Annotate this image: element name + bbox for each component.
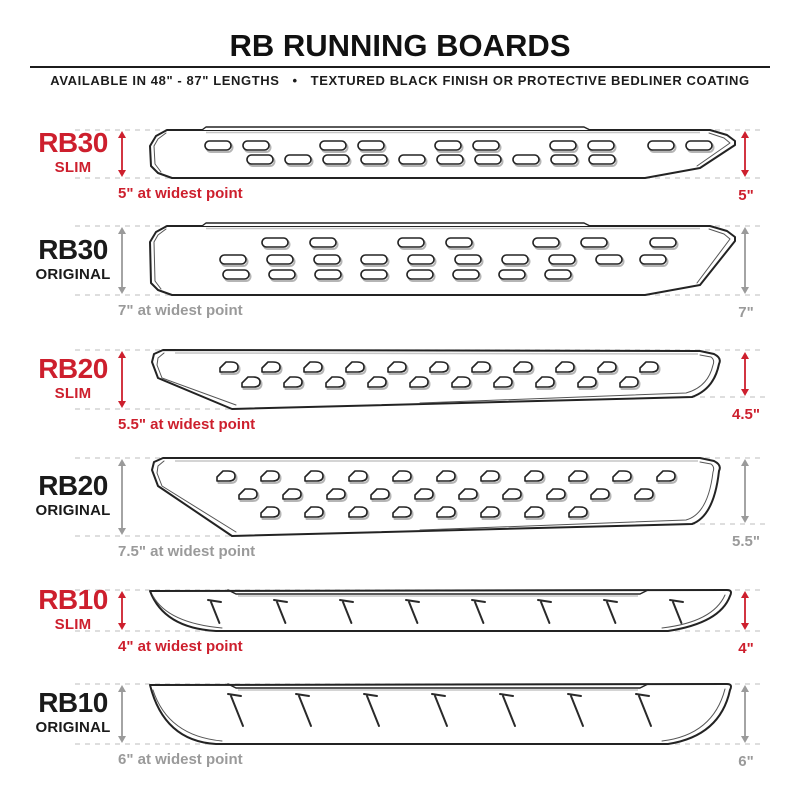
subtitle-right: TEXTURED BLACK FINISH OR PROTECTIVE BEDLINER COATING: [310, 73, 750, 88]
board-height-measurement: 7": [738, 304, 754, 321]
board-model-label: RB30: [38, 127, 108, 158]
board-model-label: RB10: [38, 687, 108, 718]
subtitle-bullet: •: [292, 73, 298, 88]
board-height-measurement: 4": [738, 640, 754, 657]
board-model-label: RB20: [38, 353, 108, 384]
board-width-measurement: 7" at widest point: [118, 302, 243, 319]
board-width-measurement: 6" at widest point: [118, 751, 243, 768]
board-variant-label: ORIGINAL: [35, 719, 111, 736]
board-variant-label: SLIM: [54, 385, 92, 402]
board-label-block: [23, 236, 123, 282]
page-title: RB RUNNING BOARDS: [229, 28, 571, 63]
board-height-measurement: 6": [738, 753, 754, 770]
board-label-block: [23, 586, 123, 632]
board-height-measurement: 4.5": [732, 406, 760, 423]
board-model-label: RB10: [38, 584, 108, 615]
board-label-block: [23, 129, 123, 175]
board-height-measurement: 5.5": [732, 533, 760, 550]
subtitle-left: AVAILABLE IN 48" - 87" LENGTHS: [50, 73, 280, 88]
board-model-label: RB20: [38, 470, 108, 501]
board-model-label: RB30: [38, 234, 108, 265]
board-width-measurement: 4" at widest point: [118, 638, 243, 655]
board-label-block: [23, 472, 123, 518]
board-variant-label: SLIM: [54, 159, 92, 176]
board-label-block: [23, 689, 123, 735]
board-variant-label: ORIGINAL: [35, 502, 111, 519]
board-label-block: [23, 355, 123, 401]
board-width-measurement: 5" at widest point: [118, 185, 243, 202]
board-width-measurement: 7.5" at widest point: [118, 543, 256, 560]
board-width-measurement: 5.5" at widest point: [118, 416, 256, 433]
board-variant-label: ORIGINAL: [35, 266, 111, 283]
board-variant-label: SLIM: [54, 616, 92, 633]
board-height-measurement: 5": [738, 187, 754, 204]
